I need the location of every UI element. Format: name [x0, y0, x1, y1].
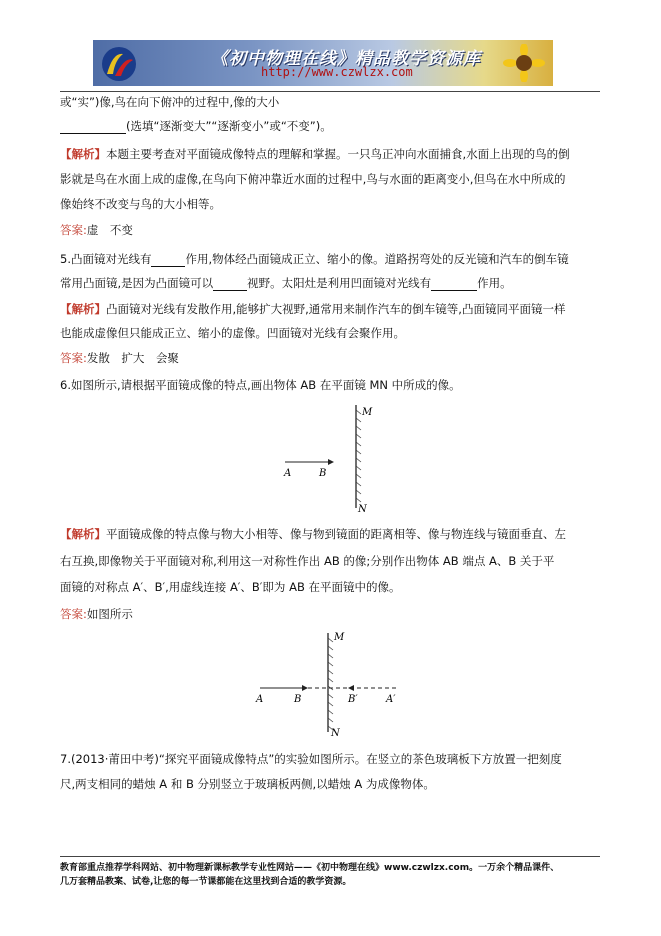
answer-text: 发散 扩大 会聚 — [86, 351, 179, 365]
analysis-line — [60, 146, 605, 162]
text-span: 也能成虚像但只能成正立、缩小的虚像。凹面镜对光线有会聚作用。 — [60, 326, 405, 340]
analysis-tag: 【解析】 — [60, 147, 106, 161]
text-span: 5.凸面镜对光线有 — [60, 252, 152, 266]
answer-blank — [213, 278, 247, 291]
figure-mirror-question — [270, 400, 380, 516]
text-span: 面镜的对称点 A′、B′,用虚线连接 A′、B′即为 AB 在平面镜中的像。 — [60, 580, 401, 594]
footer-line-1: 教育部重点推荐学科网站、初中物理新课标教学专业性网站——《初中物理在线》www.czwlzx.com。一万余个精品课件、 — [60, 863, 560, 873]
text-span: 像始终不改变与鸟的大小相等。 — [60, 197, 221, 211]
sunflower-icon — [503, 44, 545, 82]
text-line — [60, 118, 605, 134]
label-b-prime: B′ — [348, 694, 358, 705]
header-banner — [93, 40, 553, 86]
label-n: N — [358, 504, 367, 515]
label-b: B — [319, 468, 327, 479]
text-line — [60, 94, 605, 110]
analysis-line — [60, 553, 605, 569]
text-span: (选填“逐渐变大”“逐渐变小”或“不变”)。 — [126, 119, 332, 133]
label-b: B — [294, 694, 302, 705]
text-span: 尺,两支相同的蜡烛 A 和 B 分别竖立于玻璃板两侧,以蜡烛 A 为成像物体。 — [60, 777, 435, 791]
label-a: A — [284, 468, 292, 479]
answer-tag: 答案: — [60, 351, 87, 365]
label-n: N — [331, 728, 340, 739]
analysis-line — [60, 579, 605, 595]
answer-tag: 答案: — [60, 607, 87, 621]
answer-blank — [60, 121, 126, 134]
analysis-line — [60, 196, 605, 212]
text-span: 本题主要考查对平面镜成像特点的理解和掌握。一只鸟正冲向水面捕食,水面上出现的鸟的倒 — [106, 147, 570, 161]
text-span: 凸面镜对光线有发散作用,能够扩大视野,通常用来制作汽车的倒车镜等,凸面镜同平面镜一样 — [106, 302, 566, 316]
question-7-line — [60, 751, 605, 767]
analysis-tag: 【解析】 — [60, 527, 106, 541]
analysis-tag: 【解析】 — [60, 302, 106, 316]
label-a-prime: A′ — [386, 694, 396, 705]
arrow-head-icon — [302, 685, 308, 691]
arrow-head-icon — [328, 459, 334, 465]
header-rule — [60, 91, 600, 92]
answer-text: 虚 不变 — [86, 223, 133, 237]
footer-rule — [60, 856, 600, 857]
analysis-line — [60, 171, 605, 187]
mirror-hatching — [356, 410, 361, 502]
text-span: 视野。太阳灶是利用凹面镜对光线有 — [247, 276, 432, 290]
question-6-line — [60, 377, 605, 393]
text-span: 6.如图所示,请根据平面镜成像的特点,画出物体 AB 在平面镜 MN 中所成的像。 — [60, 378, 461, 392]
header-url[interactable]: http://www.czwlzx.com — [261, 65, 413, 79]
figure-mirror-answer — [252, 628, 412, 740]
analysis-line — [60, 301, 605, 317]
text-span: 影就是鸟在水面上成的虚像,在鸟向下俯冲靠近水面的过程中,鸟与水面的距离变小,但鸟在水中所成的 — [60, 172, 566, 186]
question-7-line — [60, 776, 605, 792]
answer-line — [60, 606, 605, 622]
text-span: 作用,物体经凸面镜成正立、缩小的像。道路拐弯处的反光镜和汽车的倒车镜 — [185, 252, 569, 266]
answer-line — [60, 222, 605, 238]
text-span: 平面镜成像的特点像与物大小相等、像与物到镜面的距离相等、像与物连线与镜面垂直、左 — [106, 527, 566, 541]
image-arrow-head-icon — [348, 685, 354, 691]
mirror-hatching — [328, 638, 333, 730]
question-5-line — [60, 275, 605, 291]
analysis-line — [60, 325, 605, 341]
answer-line — [60, 350, 605, 366]
label-m: M — [334, 632, 345, 643]
question-5-line — [60, 251, 605, 267]
analysis-line — [60, 526, 605, 542]
answer-text: 如图所示 — [86, 607, 133, 621]
answer-blank — [431, 278, 477, 291]
text-span: 7.(2013·莆田中考)“探究平面镜成像特点”的实验如图所示。在竖立的茶色玻璃板下方放置一把刻度 — [60, 752, 562, 766]
footer-line-2: 几万套精品教案、试卷,让您的每一节课都能在这里找到合适的教学资源。 — [60, 877, 352, 887]
answer-blank — [151, 254, 185, 267]
label-a: A — [256, 694, 264, 705]
label-m: M — [362, 407, 373, 418]
text-span: 作用。 — [477, 276, 512, 290]
site-logo-icon — [99, 44, 139, 82]
text-span: 或“实”)像,鸟在向下俯冲的过程中,像的大小 — [60, 95, 280, 109]
answer-tag: 答案: — [60, 223, 87, 237]
text-span: 常用凸面镜,是因为凸面镜可以 — [60, 276, 214, 290]
text-span: 右互换,即像物关于平面镜对称,利用这一对称性作出 AB 的像;分别作出物体 AB 端点 A、B 关于平 — [60, 554, 555, 568]
header-title: 《初中物理在线》精品教学资源库 — [211, 49, 481, 69]
